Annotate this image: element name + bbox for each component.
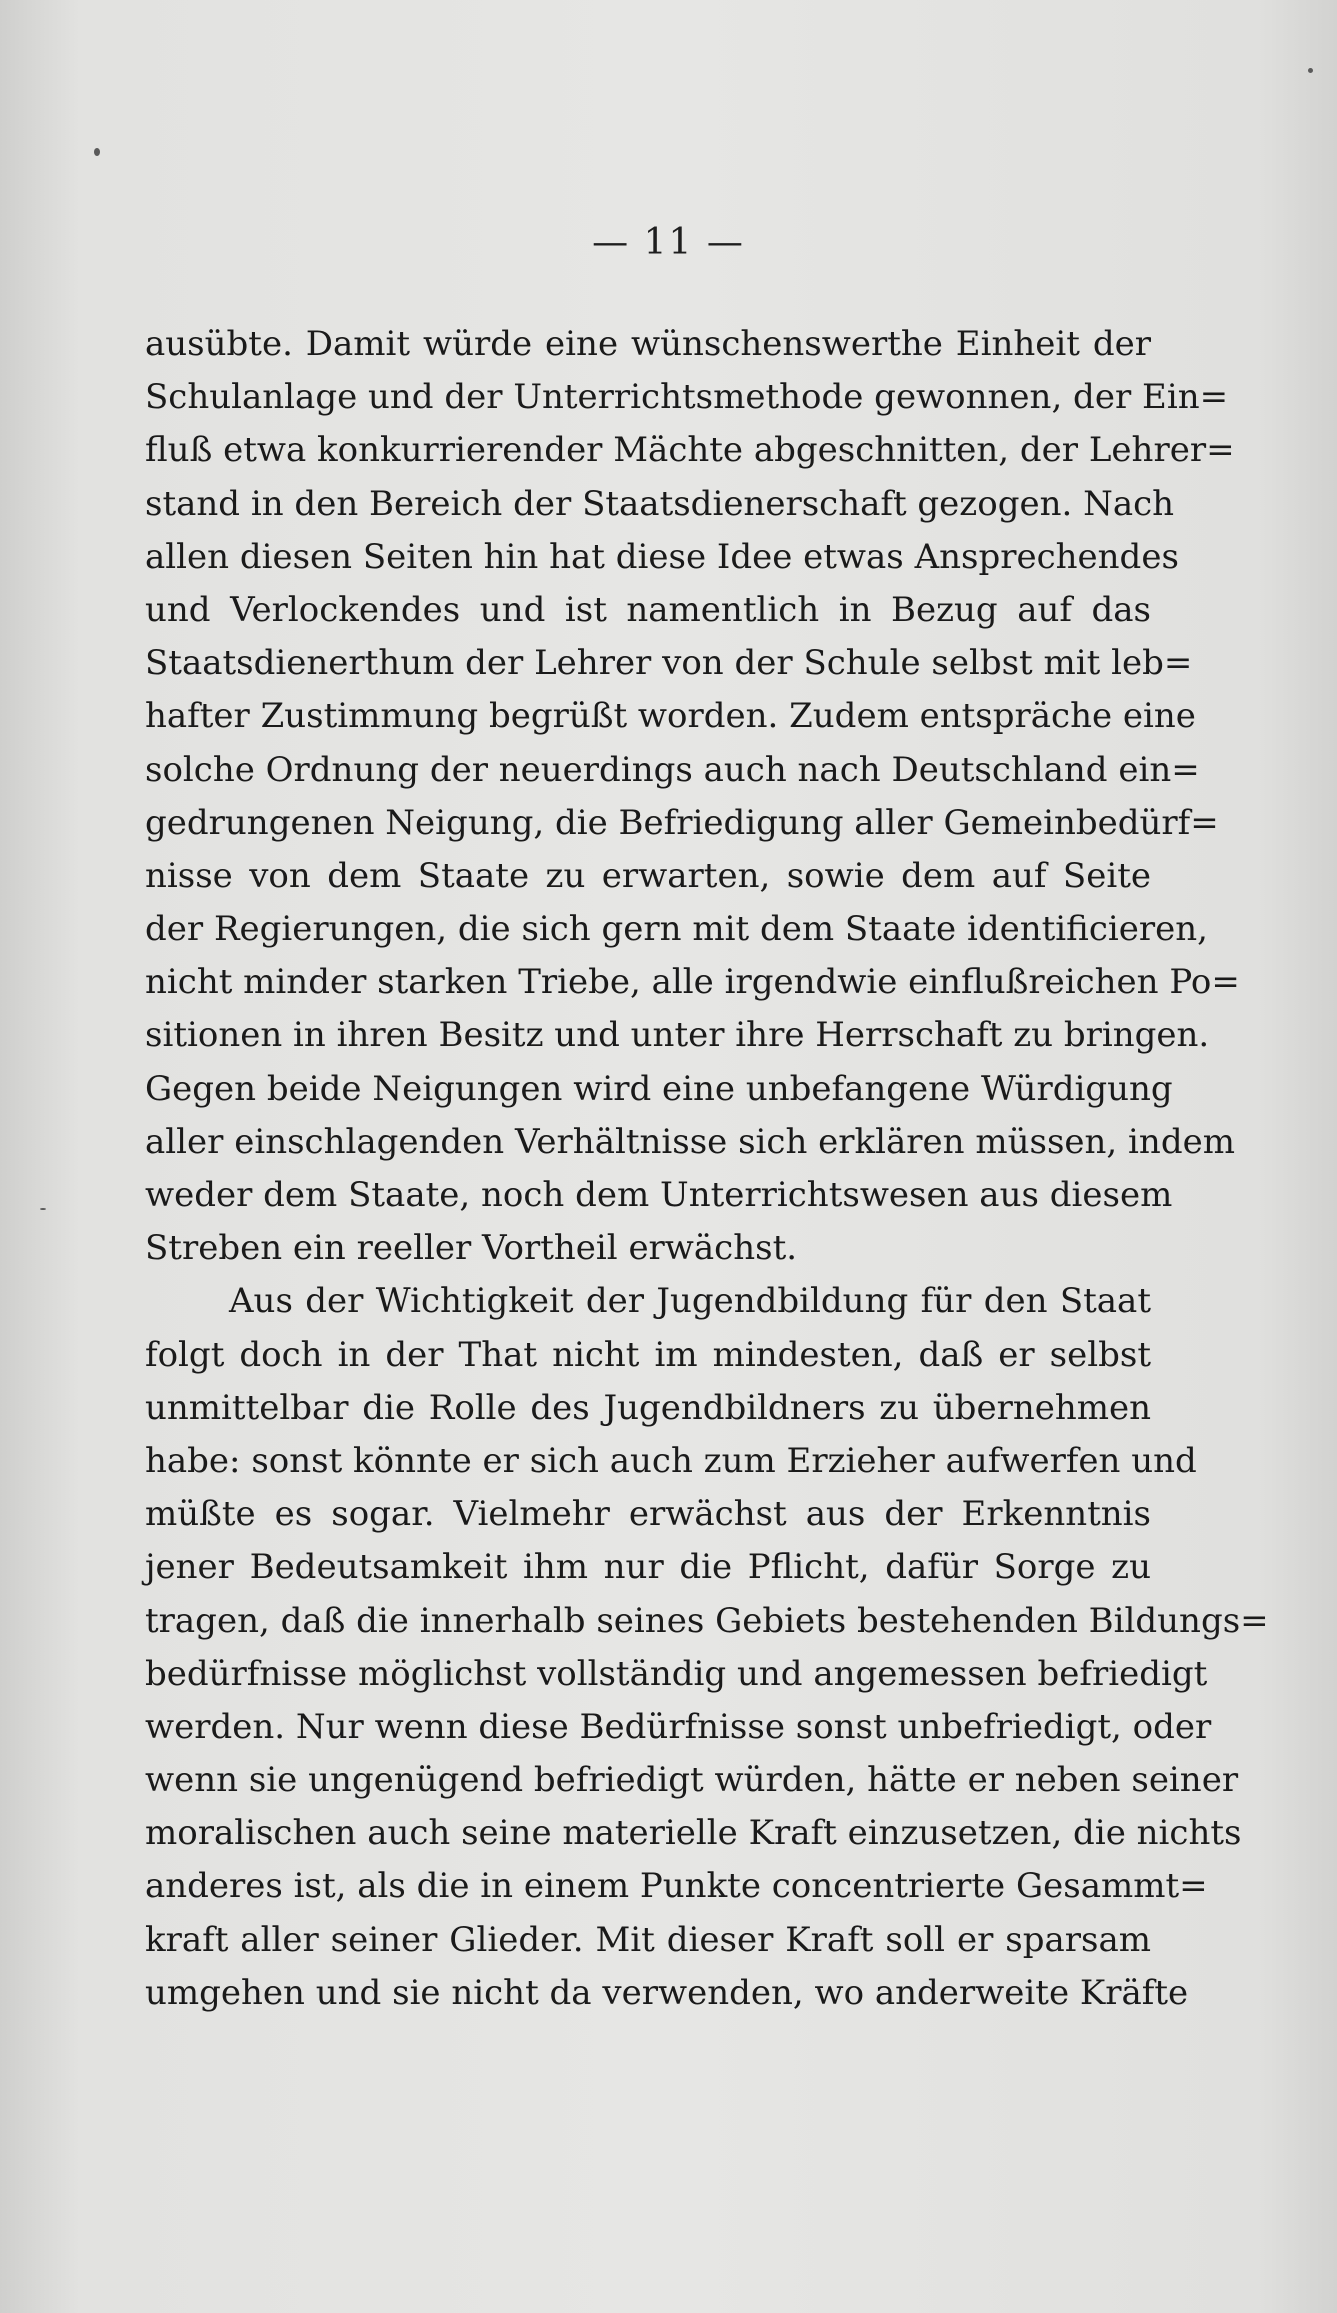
- text-line: ausübte. Damit würde eine wünschenswerthe Einheit der: [145, 324, 1151, 364]
- text-line: Streben ein reeller Vortheil erwächst.: [145, 1228, 798, 1269]
- text-line: nisse von dem Staate zu erwarten, sowie dem auf Seite: [145, 855, 1151, 896]
- text-line: Aus der Wichtigkeit der Jugendbildung für den Staat: [229, 1281, 1151, 1322]
- text-line: sitionen in ihren Besitz und unter ihre Herrschaft zu bringen.: [145, 1015, 1210, 1056]
- body-text: [145, 318, 1269, 2020]
- text-line: moralischen auch seine materielle Kraft einzusetzen, die nichts: [145, 1813, 1242, 1854]
- text-line: müßte es sogar. Vielmehr erwächst aus der Erkenntnis: [145, 1494, 1151, 1535]
- text-line: Staatsdienerthum der Lehrer von der Schule selbst mit leb=: [145, 643, 1193, 684]
- page-number: — 11 —: [592, 222, 745, 263]
- text-line: nicht minder starken Triebe, alle irgendwie einflußreichen Po=: [145, 962, 1240, 1003]
- text-line: gedrungenen Neigung, die Befriedigung aller Gemeinbedürf=: [145, 802, 1219, 843]
- text-line: Gegen beide Neigungen wird eine unbefangene Würdigung: [145, 1068, 1173, 1109]
- text-line: folgt doch in der That nicht im mindesten, daß er selbst: [145, 1334, 1151, 1375]
- text-line: der Regierungen, die sich gern mit dem Staate identificieren,: [145, 909, 1208, 950]
- text-line: anderes ist, als die in einem Punkte concentrierte Gesammt=: [145, 1866, 1208, 1907]
- text-line: umgehen und sie nicht da verwenden, wo anderweite Kräfte: [145, 1972, 1189, 2013]
- text-line: fluß etwa konkurrierender Mächte abgeschnitten, der Lehrer=: [145, 430, 1235, 471]
- paper-speck: [94, 148, 100, 156]
- text-line: stand in den Bereich der Staatsdienerschaft gezogen. Nach: [145, 483, 1175, 524]
- text-line: allen diesen Seiten hin hat diese Idee etwas Ansprechendes: [145, 536, 1179, 577]
- text-line: werden. Nur wenn diese Bedürfnisse sonst unbefriedigt, oder: [145, 1706, 1212, 1747]
- text-line: und Verlockendes und ist namentlich in Bezug auf das: [145, 589, 1151, 630]
- text-line: habe: sonst könnte er sich auch zum Erzieher aufwerfen und: [145, 1440, 1197, 1481]
- text-line: aller einschlagenden Verhältnisse sich erklären müssen, indem: [145, 1121, 1235, 1162]
- text-line: solche Ordnung der neuerdings auch nach Deutschland ein=: [145, 749, 1200, 790]
- text-line: tragen, daß die innerhalb seines Gebiets bestehenden Bildungs=: [145, 1600, 1269, 1641]
- text-line: weder dem Staate, noch dem Unterrichtswesen aus diesem: [145, 1175, 1173, 1215]
- text-line: kraft aller seiner Glieder. Mit dieser Kraft soll er sparsam: [145, 1919, 1151, 1960]
- paper-speck: [1308, 68, 1313, 73]
- text-line: Schulanlage und der Unterrichtsmethode gewonnen, der Ein=: [145, 377, 1229, 418]
- paper-speck: [40, 1208, 46, 1210]
- text-line: unmittelbar die Rolle des Jugendbildners zu übernehmen: [145, 1387, 1151, 1428]
- text-line: hafter Zustimmung begrüßt worden. Zudem entspräche eine: [145, 696, 1196, 737]
- text-line: bedürfnisse möglichst vollständig und angemessen befriedigt: [145, 1653, 1208, 1694]
- text-line: jener Bedeutsamkeit ihm nur die Pflicht, dafür Sorge zu: [145, 1547, 1151, 1588]
- text-line: wenn sie ungenügend befriedigt würden, hätte er neben seiner: [145, 1760, 1239, 1801]
